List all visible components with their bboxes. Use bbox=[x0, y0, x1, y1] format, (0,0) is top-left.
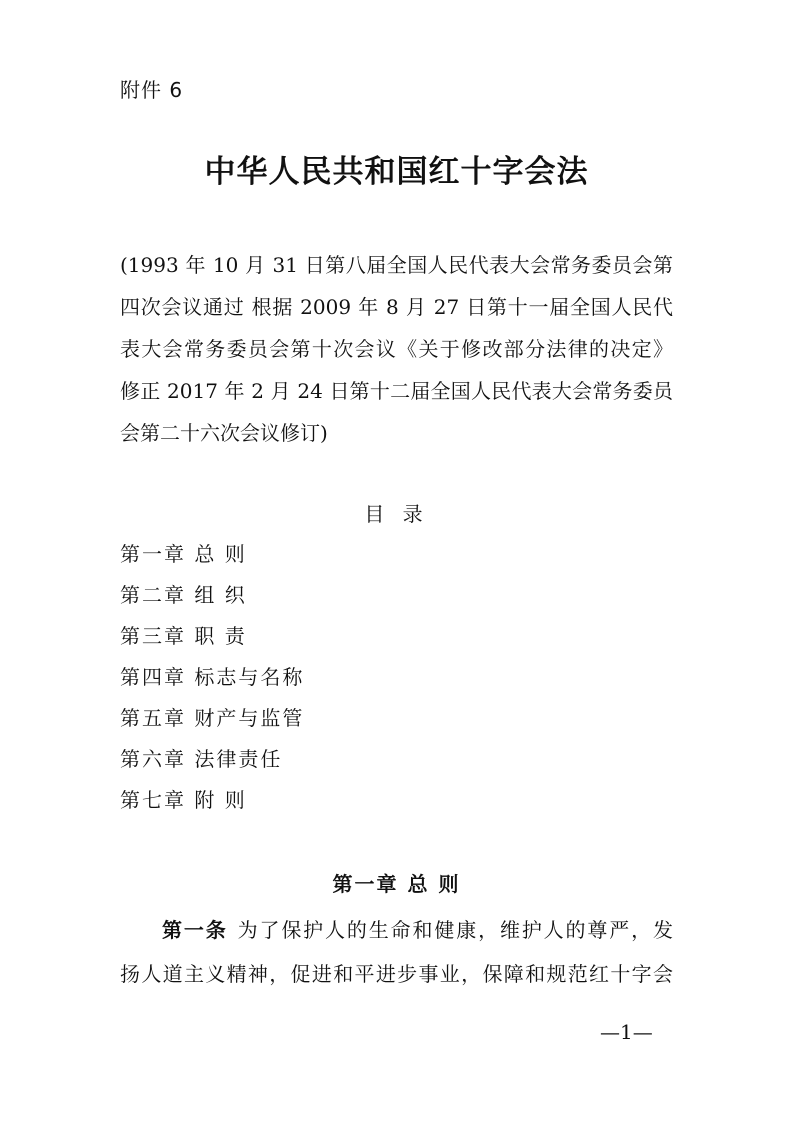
toc-item-chapter-4: 第四章 标志与名称 bbox=[120, 665, 305, 689]
document-title: 中华人民共和国红十字会法 bbox=[204, 154, 589, 190]
toc-item-chapter-7: 第七章 附 则 bbox=[120, 788, 247, 812]
toc-item-chapter-6: 第六章 法律责任 bbox=[120, 747, 283, 771]
chapter-one-heading: 第一章 总 则 bbox=[332, 872, 461, 896]
history-line-4: 修正 2017 年 2 月 24 日第十二届全国人民代表大会常务委员 bbox=[120, 379, 673, 403]
toc-item-chapter-2: 第二章 组 织 bbox=[120, 583, 247, 607]
history-line-3: 表大会常务委员会第十次会议《关于修改部分法律的决定》 bbox=[120, 337, 673, 361]
article-one bbox=[120, 908, 673, 996]
article-one-line-2: 扬人道主义精神，促进和平进步事业，保障和规范红十字会 bbox=[120, 962, 673, 986]
history-line-1: (1993 年 10 月 31 日第八届全国人民代表大会常务委员会第 bbox=[120, 253, 673, 277]
article-one-line-1 bbox=[120, 908, 673, 952]
toc-item-chapter-5: 第五章 财产与监管 bbox=[120, 706, 305, 730]
article-one-text-1: 为了保护人的生命和健康，维护人的尊严，发 bbox=[237, 918, 674, 942]
legislative-history-note bbox=[120, 244, 673, 454]
attachment-label: 附件 6 bbox=[120, 78, 184, 102]
history-line-2: 四次会议通过 根据 2009 年 8 月 27 日第十一届全国人民代 bbox=[120, 295, 673, 319]
toc-item-chapter-3: 第三章 职 责 bbox=[120, 624, 247, 648]
history-line-5: 会第二十六次会议修订) bbox=[120, 421, 328, 445]
article-one-label: 第一条 bbox=[162, 918, 228, 942]
toc-heading: 目 录 bbox=[364, 502, 429, 526]
table-of-contents bbox=[120, 534, 520, 821]
toc-item-chapter-1: 第一章 总 则 bbox=[120, 542, 247, 566]
page-number: —1— bbox=[600, 1020, 653, 1044]
